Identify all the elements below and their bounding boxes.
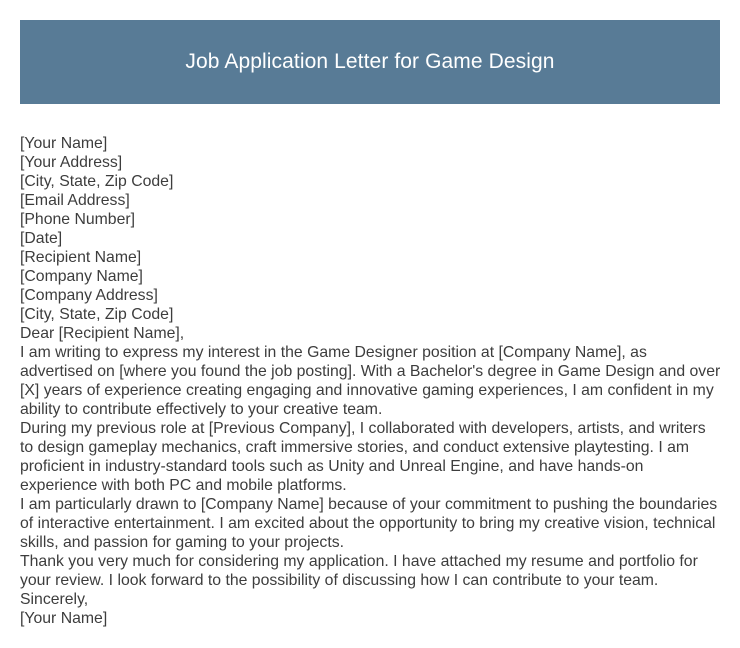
letter-body <box>20 134 722 628</box>
recipient-name: [Recipient Name] <box>20 249 142 266</box>
sender-email: [Email Address] <box>20 192 130 209</box>
signature: [Your Name] <box>20 610 108 627</box>
sender-name: [Your Name] <box>20 135 108 152</box>
paragraph-intro: I am writing to express my interest in the Game Designer position at [Company Name], as advertised on [where you found the job posting]. With a Bachelor's degree in Game Design and over [X] years of experience creating engaging and innovative gaming experiences, I am confident in my ability to contribute effectively to your creative team. <box>20 344 721 418</box>
recipient-company: [Company Name] <box>20 268 143 285</box>
recipient-city-state-zip: [City, State, Zip Code] <box>20 306 174 323</box>
sender-phone: [Phone Number] <box>20 211 136 228</box>
salutation: Dear [Recipient Name], <box>20 325 185 342</box>
paragraph-experience: During my previous role at [Previous Company], I collaborated with developers, artists, and writers to design gameplay mechanics, craft immersive stories, and conduct extensive playtesting. I am proficient in industry-standard tools such as Unity and Unreal Engine, and have hands-on experience with both PC and mobile platforms. <box>20 420 706 494</box>
paragraph-thanks: Thank you very much for considering my application. I have attached my resume and portfolio for your review. I look forward to the possibility of discussing how I can contribute to your team. <box>20 553 698 589</box>
sender-address: [Your Address] <box>20 154 123 171</box>
page-title: Job Application Letter for Game Design <box>185 50 555 73</box>
sender-city-state-zip: [City, State, Zip Code] <box>20 173 174 190</box>
recipient-company-address: [Company Address] <box>20 287 158 304</box>
paragraph-motivation: I am particularly drawn to [Company Name] because of your commitment to pushing the boundaries of interactive entertainment. I am excited about the opportunity to bring my creative vision, technical skills, and passion for gaming to your projects. <box>20 496 718 551</box>
closing: Sincerely, <box>20 591 89 608</box>
letter-date: [Date] <box>20 230 63 247</box>
title-banner <box>20 20 720 104</box>
